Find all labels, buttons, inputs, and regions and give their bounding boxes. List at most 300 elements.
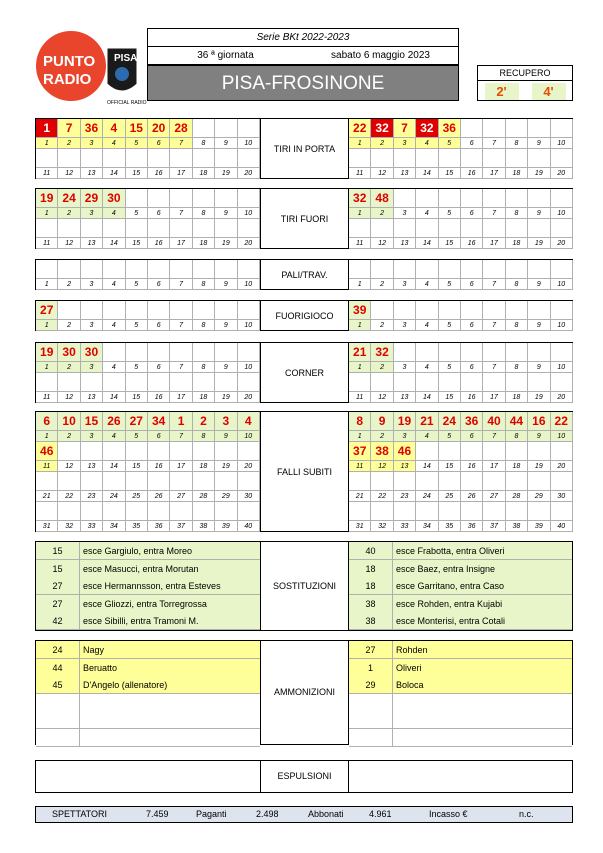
- slot-number: 3: [394, 431, 416, 442]
- slot-number: 10: [551, 320, 573, 331]
- slot-number: 4: [416, 279, 438, 290]
- stat-cell: [506, 189, 528, 208]
- slot-number: 17: [170, 392, 192, 403]
- stat-cell: [36, 502, 58, 521]
- stat-cell: [215, 502, 237, 521]
- slot-number: 12: [58, 461, 80, 472]
- slot-number: 10: [238, 362, 260, 373]
- stat-cell: [394, 301, 416, 320]
- slot-number: 40: [238, 521, 260, 532]
- slot-number: 7: [170, 208, 192, 219]
- slot-number: 14: [103, 168, 125, 179]
- slot-number: 16: [148, 461, 170, 472]
- substitutions-block: [35, 541, 573, 631]
- stat-cell: [81, 472, 103, 491]
- stat-cell: [506, 442, 528, 461]
- slot-number: 6: [461, 208, 483, 219]
- stat-cell: 46: [36, 442, 58, 461]
- away-row: [349, 612, 572, 630]
- stat-cell: 44: [506, 412, 528, 431]
- stat-cell: [215, 119, 237, 138]
- stat-cell: [394, 472, 416, 491]
- stat-cell: [170, 343, 192, 362]
- slot-number: 13: [394, 461, 416, 472]
- stat-cell: [126, 260, 148, 279]
- stat-cell: [551, 260, 573, 279]
- slot-number: 22: [371, 491, 393, 502]
- slot-number: 30: [551, 491, 573, 502]
- minute: 1: [349, 659, 393, 676]
- slot-number: 15: [439, 392, 461, 403]
- home-row: [36, 612, 260, 630]
- stat-cell: 29: [81, 189, 103, 208]
- home-row: [36, 676, 260, 694]
- stat-cell: [238, 343, 260, 362]
- slot-number: 1: [349, 208, 371, 219]
- stat-cell: [193, 301, 215, 320]
- slot-number: 5: [439, 208, 461, 219]
- stat-cell: [126, 442, 148, 461]
- stat-cell: [148, 260, 170, 279]
- stat-cell: [238, 442, 260, 461]
- stat-cell: [439, 260, 461, 279]
- stat-cell: [36, 472, 58, 491]
- slot-number: 12: [371, 168, 393, 179]
- section-tiri-fuori: [35, 188, 573, 249]
- slot-number: 9: [215, 208, 237, 219]
- slot-number: 8: [506, 138, 528, 149]
- stat-cell: [416, 189, 438, 208]
- stat-cell: [170, 442, 192, 461]
- slot-number: 17: [170, 238, 192, 249]
- stat-cell: [193, 343, 215, 362]
- section-label: TIRI IN PORTA: [260, 119, 349, 179]
- slot-number: 5: [126, 431, 148, 442]
- slot-number: 5: [126, 362, 148, 373]
- slot-number: 39: [528, 521, 550, 532]
- slot-number: 13: [81, 168, 103, 179]
- stat-cell: [528, 219, 550, 238]
- home-grid: [36, 189, 260, 249]
- svg-text:RADIO: RADIO: [43, 71, 92, 88]
- slot-number: 20: [238, 238, 260, 249]
- slot-number: 23: [81, 491, 103, 502]
- slot-number: 15: [439, 238, 461, 249]
- stat-cell: [238, 219, 260, 238]
- round-label: 36 ª giornata: [197, 50, 254, 61]
- stat-cell: [148, 442, 170, 461]
- stat-cell: 30: [81, 343, 103, 362]
- minute: 27: [36, 595, 80, 612]
- stat-cell: [528, 373, 550, 392]
- stat-cell: [439, 502, 461, 521]
- stat-cell: [126, 472, 148, 491]
- stat-cell: [439, 149, 461, 168]
- stat-cell: [58, 219, 80, 238]
- slot-number: 9: [528, 138, 550, 149]
- stat-cell: [36, 149, 58, 168]
- slot-number: 14: [416, 392, 438, 403]
- slot-number: 8: [193, 279, 215, 290]
- stat-cell: [215, 260, 237, 279]
- stat-cell: [528, 260, 550, 279]
- slot-number: 19: [528, 168, 550, 179]
- slot-number: 7: [483, 362, 505, 373]
- slot-number: 20: [238, 392, 260, 403]
- stat-cell: 8: [349, 412, 371, 431]
- slot-number: 3: [81, 138, 103, 149]
- home-row: [36, 641, 260, 659]
- slot-number: 18: [506, 238, 528, 249]
- stat-cell: 36: [461, 412, 483, 431]
- svg-text:PISA: PISA: [114, 53, 138, 64]
- minute: 44: [36, 659, 80, 676]
- slot-number: 3: [81, 362, 103, 373]
- section-label: CORNER: [260, 343, 349, 403]
- slot-number: 6: [148, 431, 170, 442]
- event-text: D'Angelo (allenatore): [83, 680, 168, 691]
- slot-number: 7: [170, 362, 192, 373]
- stat-cell: [371, 260, 393, 279]
- stat-cell: [461, 442, 483, 461]
- stat-cell: 19: [36, 343, 58, 362]
- slot-number: 1: [349, 138, 371, 149]
- stat-cell: [170, 149, 192, 168]
- stat-cell: [528, 189, 550, 208]
- event-text: esce Frabotta, entra Oliveri: [396, 546, 505, 556]
- stat-cell: [461, 189, 483, 208]
- stat-cell: [416, 343, 438, 362]
- slot-number: 4: [416, 362, 438, 373]
- paganti-label: Paganti: [196, 809, 227, 819]
- stat-cell: 4: [238, 412, 260, 431]
- stat-cell: [483, 189, 505, 208]
- away-row: [349, 595, 572, 613]
- slot-number: 2: [58, 279, 80, 290]
- slot-number: 22: [58, 491, 80, 502]
- away-row: [349, 729, 572, 747]
- stat-cell: [439, 442, 461, 461]
- stat-cell: [416, 149, 438, 168]
- away-row: [349, 577, 572, 595]
- stat-cell: [126, 343, 148, 362]
- stat-cell: [506, 472, 528, 491]
- stat-cell: [349, 373, 371, 392]
- slot-number: 5: [439, 362, 461, 373]
- event-text: [80, 694, 260, 711]
- stat-cell: [215, 373, 237, 392]
- slot-number: 36: [148, 521, 170, 532]
- stat-cell: [170, 502, 192, 521]
- stat-cell: [148, 343, 170, 362]
- stat-cell: 19: [36, 189, 58, 208]
- svg-text:PUNTO: PUNTO: [43, 53, 96, 70]
- slot-number: 9: [528, 208, 550, 219]
- slot-number: 8: [506, 208, 528, 219]
- slot-number: 1: [36, 138, 58, 149]
- slot-number: 5: [126, 208, 148, 219]
- minute: 27: [349, 641, 393, 658]
- slot-number: 26: [461, 491, 483, 502]
- slot-number: 4: [416, 320, 438, 331]
- home-grid: [36, 343, 260, 403]
- home-row: [36, 595, 260, 613]
- slot-number: 8: [193, 431, 215, 442]
- slot-number: 9: [215, 138, 237, 149]
- slot-number: 14: [416, 238, 438, 249]
- stat-cell: 36: [81, 119, 103, 138]
- slot-number: 26: [148, 491, 170, 502]
- slot-number: 1: [349, 431, 371, 442]
- slot-number: 5: [439, 138, 461, 149]
- stat-cell: [506, 502, 528, 521]
- slot-number: 20: [551, 461, 573, 472]
- stat-cell: [238, 189, 260, 208]
- slot-number: 14: [416, 461, 438, 472]
- stat-cell: [551, 472, 573, 491]
- slot-number: 24: [103, 491, 125, 502]
- stat-cell: [528, 119, 550, 138]
- stat-cell: [58, 502, 80, 521]
- away-row: [349, 711, 572, 729]
- section-label: TIRI FUORI: [260, 189, 349, 249]
- stat-cell: [81, 219, 103, 238]
- stat-cell: [215, 442, 237, 461]
- slot-number: 13: [394, 238, 416, 249]
- stat-cell: 9: [371, 412, 393, 431]
- stat-cell: [371, 472, 393, 491]
- stat-cell: [439, 189, 461, 208]
- slot-number: 8: [506, 362, 528, 373]
- stat-cell: 27: [126, 412, 148, 431]
- recupero-first-half: 2': [485, 83, 519, 100]
- stat-cell: [461, 219, 483, 238]
- section-tiri-in-porta: [35, 118, 573, 179]
- slot-number: 31: [36, 521, 58, 532]
- slot-number: 4: [103, 320, 125, 331]
- stat-cell: [506, 343, 528, 362]
- slot-number: 5: [439, 279, 461, 290]
- home-row: [36, 577, 260, 595]
- slot-number: 1: [349, 320, 371, 331]
- attendance-footer: [35, 806, 573, 823]
- stat-cell: 1: [36, 119, 58, 138]
- stat-cell: 36: [439, 119, 461, 138]
- slot-number: 35: [126, 521, 148, 532]
- stat-cell: [193, 472, 215, 491]
- minute: 40: [349, 542, 393, 559]
- incasso-label: Incasso €: [429, 809, 468, 819]
- slot-number: 19: [215, 461, 237, 472]
- stat-cell: [416, 502, 438, 521]
- slot-number: 34: [103, 521, 125, 532]
- slot-number: 28: [506, 491, 528, 502]
- slot-number: 13: [81, 392, 103, 403]
- slot-number: 19: [528, 392, 550, 403]
- section-label: FALLI SUBITI: [260, 412, 349, 532]
- event-text: esce Masucci, entra Morutan: [83, 563, 199, 574]
- slot-number: 38: [193, 521, 215, 532]
- slot-number: 11: [36, 168, 58, 179]
- away-row: [349, 560, 572, 578]
- slot-number: 15: [439, 461, 461, 472]
- stat-cell: 32: [416, 119, 438, 138]
- stat-cell: 2: [193, 412, 215, 431]
- substitutions-label: SOSTITUZIONI: [260, 542, 349, 630]
- slot-number: 7: [170, 431, 192, 442]
- section-corner: [35, 342, 573, 403]
- slot-number: 6: [461, 431, 483, 442]
- section-label: FUORIGIOCO: [260, 301, 349, 331]
- slot-number: 3: [394, 279, 416, 290]
- slot-number: 17: [483, 392, 505, 403]
- event-text: Boloca: [396, 680, 424, 691]
- stat-cell: [103, 442, 125, 461]
- stat-cell: [506, 301, 528, 320]
- slot-number: 3: [394, 208, 416, 219]
- away-grid: [349, 412, 573, 532]
- slot-number: 4: [103, 138, 125, 149]
- slot-number: 4: [416, 431, 438, 442]
- home-row: [36, 542, 260, 560]
- slot-number: 20: [238, 168, 260, 179]
- stat-cell: [506, 149, 528, 168]
- stat-cell: [148, 219, 170, 238]
- stat-cell: [148, 373, 170, 392]
- slot-number: 38: [506, 521, 528, 532]
- slot-number: 2: [58, 362, 80, 373]
- stat-cell: [483, 502, 505, 521]
- slot-number: 10: [238, 279, 260, 290]
- stat-cell: 24: [58, 189, 80, 208]
- home-grid: [36, 119, 260, 179]
- stat-cell: [394, 260, 416, 279]
- stat-cell: [103, 343, 125, 362]
- slot-number: 13: [81, 238, 103, 249]
- away-row: [349, 694, 572, 712]
- minute: 42: [36, 612, 80, 629]
- slot-number: 2: [371, 362, 393, 373]
- slot-number: 1: [36, 208, 58, 219]
- event-text: esce Monterisi, entra Cotali: [396, 616, 506, 627]
- stat-cell: [528, 442, 550, 461]
- slot-number: 40: [551, 521, 573, 532]
- home-row: [36, 694, 260, 712]
- minute: 27: [36, 577, 80, 594]
- away-grid: [349, 343, 573, 403]
- stat-cell: [371, 373, 393, 392]
- slot-number: 2: [371, 320, 393, 331]
- stat-cell: [394, 219, 416, 238]
- stat-cell: [439, 343, 461, 362]
- stat-cell: [439, 301, 461, 320]
- stat-cell: 32: [349, 189, 371, 208]
- stat-cell: [371, 502, 393, 521]
- bookings-label: AMMONIZIONI: [260, 641, 349, 744]
- slot-number: 16: [461, 461, 483, 472]
- slot-number: 15: [126, 238, 148, 249]
- slot-number: 12: [371, 461, 393, 472]
- slot-number: 15: [126, 168, 148, 179]
- stat-cell: [461, 260, 483, 279]
- stat-cell: [394, 189, 416, 208]
- slot-number: 7: [170, 279, 192, 290]
- slot-number: 36: [461, 521, 483, 532]
- stat-cell: [394, 149, 416, 168]
- slot-number: 20: [551, 168, 573, 179]
- slot-number: 19: [528, 461, 550, 472]
- stat-cell: [193, 373, 215, 392]
- slot-number: 19: [528, 238, 550, 249]
- stat-cell: 20: [148, 119, 170, 138]
- stat-cell: 15: [81, 412, 103, 431]
- stat-cell: 26: [103, 412, 125, 431]
- stat-cell: [461, 502, 483, 521]
- stat-cell: [394, 373, 416, 392]
- slot-number: 20: [551, 238, 573, 249]
- slot-number: 6: [461, 138, 483, 149]
- stat-cell: [148, 502, 170, 521]
- minute: 29: [349, 676, 393, 693]
- slot-number: 16: [461, 238, 483, 249]
- event-text: esce Hermannsson, entra Esteves: [83, 581, 221, 592]
- minute: [36, 694, 80, 711]
- stat-cell: [81, 502, 103, 521]
- slot-number: 6: [148, 208, 170, 219]
- stat-cell: [170, 373, 192, 392]
- stat-cell: [483, 149, 505, 168]
- slot-number: 15: [126, 461, 148, 472]
- slot-number: 18: [193, 392, 215, 403]
- slot-number: 2: [58, 208, 80, 219]
- slot-number: 8: [506, 431, 528, 442]
- slot-number: 24: [416, 491, 438, 502]
- stat-cell: [551, 219, 573, 238]
- slot-number: 11: [349, 238, 371, 249]
- spettatori-value: 7.459: [146, 809, 169, 819]
- slot-number: 7: [483, 431, 505, 442]
- slot-number: 16: [148, 168, 170, 179]
- slot-number: 12: [58, 392, 80, 403]
- slot-number: 35: [439, 521, 461, 532]
- slot-number: 14: [103, 238, 125, 249]
- stat-cell: [58, 149, 80, 168]
- stat-cell: 21: [416, 412, 438, 431]
- slot-number: 14: [103, 461, 125, 472]
- stat-cell: [416, 219, 438, 238]
- stat-cell: [483, 260, 505, 279]
- slot-number: 3: [81, 320, 103, 331]
- slot-number: 10: [551, 431, 573, 442]
- stat-cell: [126, 149, 148, 168]
- stat-cell: [215, 189, 237, 208]
- slot-number: 12: [58, 168, 80, 179]
- slot-number: 17: [483, 461, 505, 472]
- expulsions-label: ESPULSIONI: [260, 761, 349, 792]
- stat-cell: [371, 301, 393, 320]
- event-text: [393, 694, 572, 711]
- stat-cell: [394, 502, 416, 521]
- stat-cell: 32: [371, 119, 393, 138]
- event-text: [80, 729, 260, 746]
- abbonati-label: Abbonati: [308, 809, 344, 819]
- stat-cell: [371, 149, 393, 168]
- slot-number: 19: [215, 238, 237, 249]
- slot-number: 10: [551, 279, 573, 290]
- slot-number: 5: [126, 279, 148, 290]
- stat-cell: [506, 219, 528, 238]
- slot-number: 7: [483, 279, 505, 290]
